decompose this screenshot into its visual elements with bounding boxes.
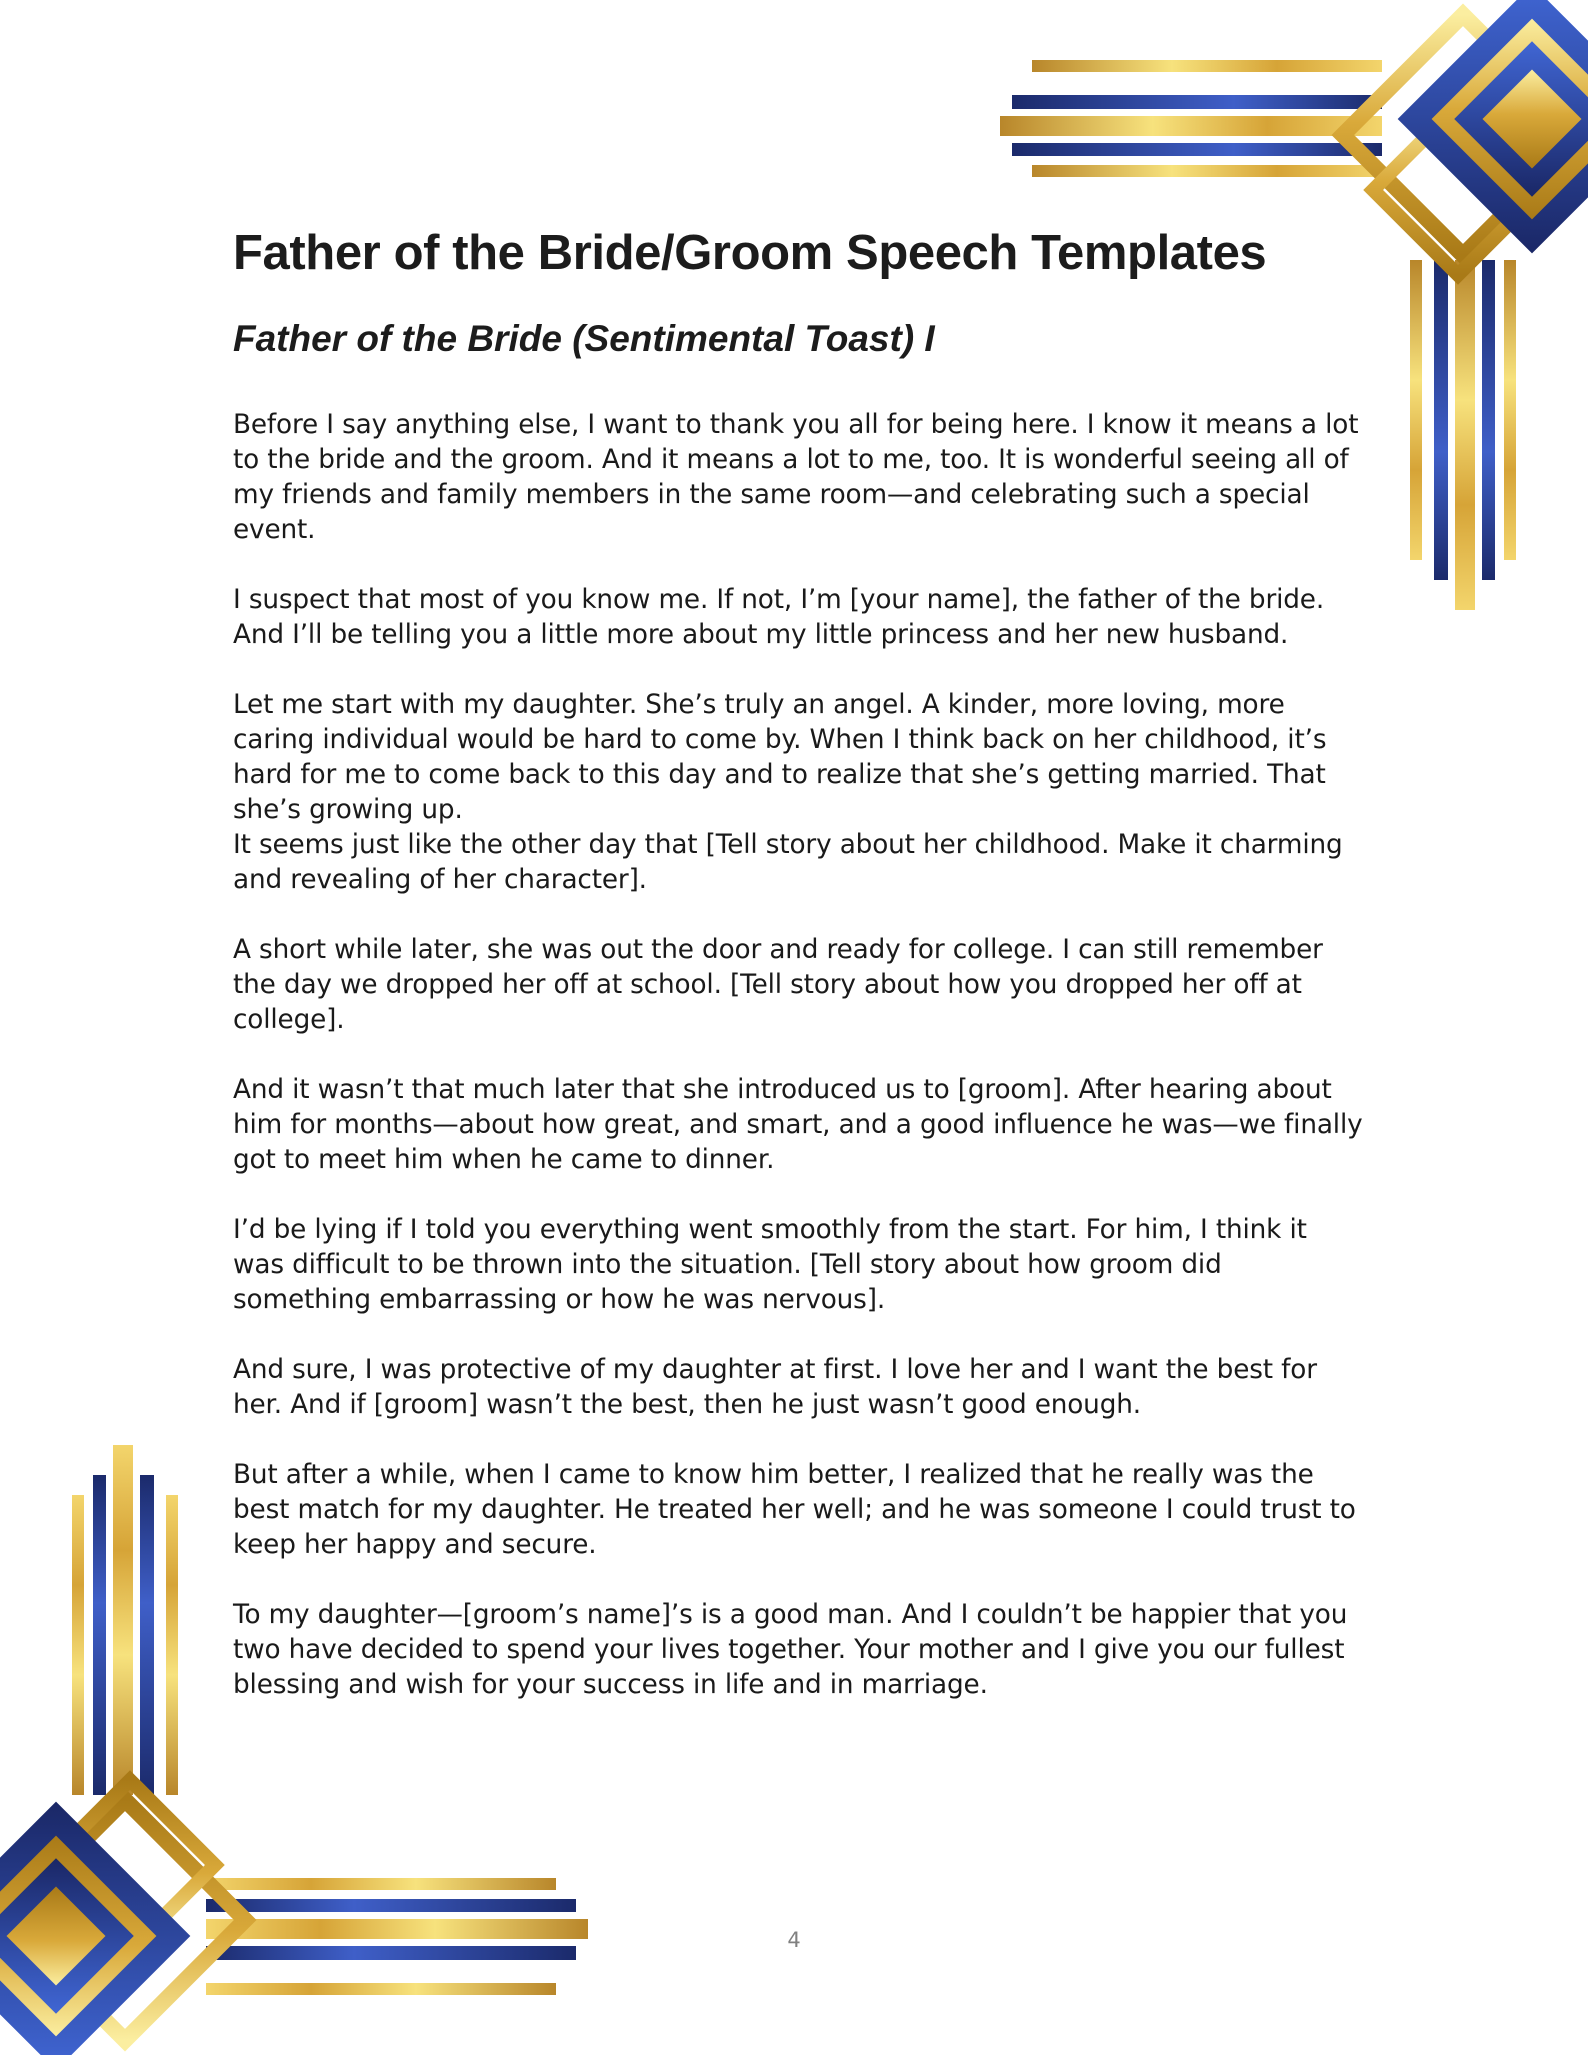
diamond-gold: [1432, 19, 1588, 220]
stripe: [113, 1445, 133, 1795]
paragraph: I suspect that most of you know me. If not, I’m [your name], the father of the bride. And I’ll be telling you a little more about my little princess and her new husband.: [233, 585, 1325, 650]
stripe: [1032, 165, 1382, 177]
stripe: [1410, 260, 1422, 560]
diamond-center: [1483, 70, 1582, 169]
stripe: [1000, 116, 1382, 136]
stripe: [1434, 260, 1448, 580]
stripe: [206, 1983, 556, 1995]
stripe: [1032, 60, 1382, 72]
diamond-frame: [45, 1780, 215, 1950]
diamond-outer: [1398, 0, 1588, 253]
paragraph: And it wasn’t that much later that she introduced us to [groom]. After hearing about him for months—about how great, and smart, and a good influence he was—we finally got to meet him when he came to dinner.: [233, 1075, 1363, 1175]
paragraph: It seems just like the other day that [Tell story about her childhood. Make it charming and revealing of her character].: [233, 830, 1343, 895]
paragraph: To my daughter—[groom’s name]’s is a good man. And I couldn’t be happier that you two have decided to spend your lives together. Your mother and I give you our fullest blessing and wish for your success in life and in marriage.: [233, 1600, 1348, 1700]
stripe: [72, 1495, 84, 1795]
stripe: [1455, 260, 1475, 610]
diamond-frame: [1373, 105, 1543, 275]
diamond-frame: [1343, 15, 1583, 255]
stripe: [206, 1878, 556, 1890]
diamond-blue: [1454, 41, 1588, 197]
stripe: [166, 1495, 178, 1795]
stripe: [1012, 95, 1382, 109]
diamond-frame: [5, 1800, 245, 2040]
stripe: [140, 1475, 154, 1795]
paragraph: I’d be lying if I told you everything went smoothly from the start. For him, I think it was difficult to be thrown into the situation. [Tell story about how groom did something embarrassing or how he was nervous].: [233, 1215, 1307, 1315]
page-content: [233, 218, 1363, 1738]
section-heading: Father of the Bride (Sentimental Toast) I: [233, 318, 935, 359]
paragraph: But after a while, when I came to know him better, I realized that he really was the best match for my daughter. He treated her well; and he was someone I could trust to keep her happy and secure.: [233, 1460, 1356, 1560]
stripe: [1504, 260, 1516, 560]
paragraph: A short while later, she was out the door and ready for college. I can still remember the day we dropped her off at school. [Tell story about how you dropped her off at college].: [233, 935, 1323, 1035]
page-number: 4: [787, 1928, 801, 1952]
paragraph: Before I say anything else, I want to thank you all for being here. I know it means a lot to the bride and the groom. And it means a lot to me, too. It is wonderful seeing all of my friends and family members in the same room—and celebrating such a special event.: [233, 410, 1359, 545]
stripe: [206, 1899, 576, 1912]
paragraph: And sure, I was protective of my daughter at first. I love her and I want the best for her. And if [groom] wasn’t the best, then he just wasn’t good enough.: [233, 1355, 1317, 1420]
speech-body: [233, 408, 1363, 1703]
page-title: Father of the Bride/Groom Speech Templates: [233, 226, 1267, 280]
stripe: [1482, 260, 1495, 580]
stripe: [1012, 143, 1382, 156]
stripe: [93, 1475, 106, 1795]
paragraph: Let me start with my daughter. She’s truly an angel. A kinder, more loving, more caring individual would be hard to come by. When I think back on her childhood, it’s hard for me to come back to this day and to realize that she’s getting married. That she’s growing up.: [233, 690, 1327, 825]
